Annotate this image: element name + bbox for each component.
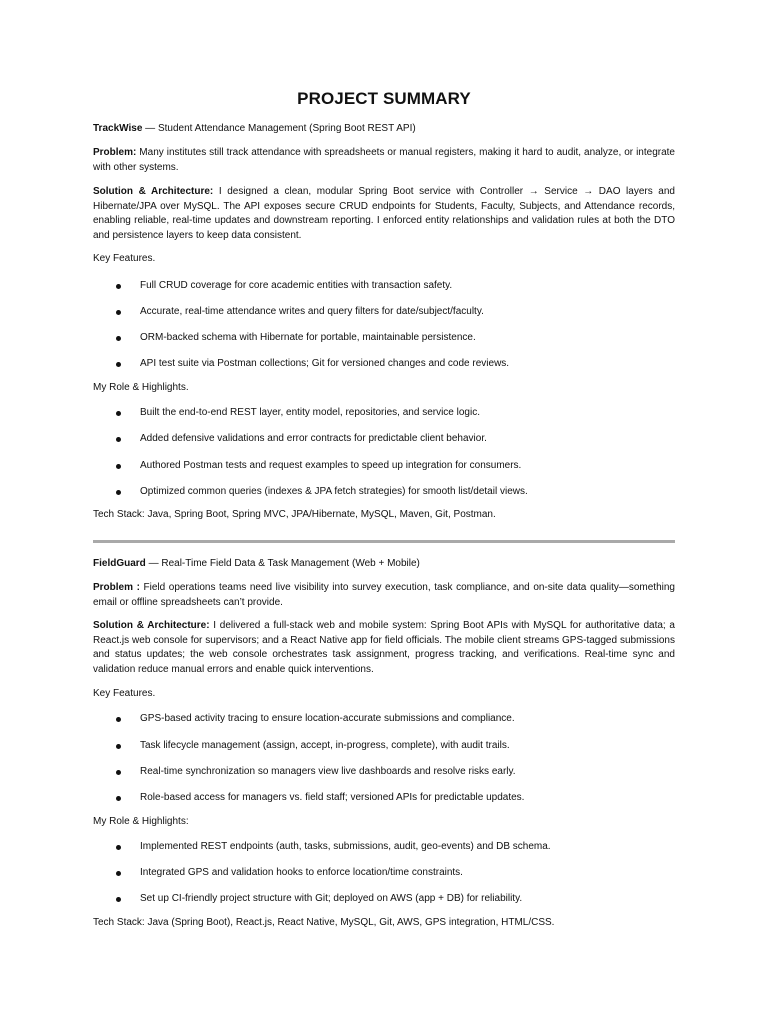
problem-text: Field operations teams need live visibility into survey execution, task compliance, and on-site data quality—something email or offline spreadsheets can’t provide. xyxy=(93,582,675,608)
features-heading: Key Features. xyxy=(93,688,156,699)
project-subtitle: — Real-Time Field Data & Task Management (Web + Mobile) xyxy=(145,558,420,569)
bullet-icon xyxy=(116,897,121,902)
bullet-icon xyxy=(116,717,121,722)
problem-paragraph xyxy=(93,581,675,610)
bullet-icon xyxy=(116,770,121,775)
project-name: TrackWise xyxy=(93,123,143,134)
bullet-icon xyxy=(116,437,121,442)
project-heading xyxy=(93,557,675,572)
section-divider xyxy=(93,540,675,543)
feature-item: GPS-based activity tracing to ensure location-accurate submissions and compliance. xyxy=(113,712,673,726)
tech-stack: Tech Stack: Java (Spring Boot), React.js, React Native, MySQL, Git, AWS, GPS integration, HTML/CSS. xyxy=(93,917,555,928)
features-heading: Key Features. xyxy=(93,253,156,264)
feature-item: Accurate, real-time attendance writes and query filters for date/subject/faculty. xyxy=(113,305,673,319)
role-item: Added defensive validations and error contracts for predictable client behavior. xyxy=(113,432,673,446)
role-item: Built the end-to-end REST layer, entity model, repositories, and service logic. xyxy=(113,406,673,420)
role-item: Authored Postman tests and request examples to speed up integration for consumers. xyxy=(113,459,673,473)
bullet-icon xyxy=(116,744,121,749)
bullet-icon xyxy=(116,464,121,469)
project-heading xyxy=(93,122,675,137)
solution-text: I designed a clean, modular Spring Boot service with Controller → Service → DAO layers and Hibernate/JPA over MySQL. The API exposes secure CRUD endpoints for Students, Faculty, Subjects, and Attendance records, enabling reliable, real-time updates and downstream reporting. I enforced entity relationships and validation rules at both the DTO and persistence layers to keep data consistent. xyxy=(93,186,675,241)
solution-text: I delivered a full-stack web and mobile system: Spring Boot APIs with MySQL for authoritative data; a React.js web console for supervisors; and a React Native app for field officials. The mobile client streams GPS-tagged submissions and status updates; the web console orchestrates task assignment, progress tracking, and verifications. Real-time sync and validation reduce manual errors and enable quick interventions. xyxy=(93,620,675,675)
feature-item: API test suite via Postman collections; Git for versioned changes and code reviews. xyxy=(113,357,673,371)
problem-label: Problem : xyxy=(93,582,140,593)
role-heading: My Role & Highlights. xyxy=(93,382,189,393)
bullet-icon xyxy=(116,796,121,801)
solution-label: Solution & Architecture: xyxy=(93,620,210,631)
feature-item: Full CRUD coverage for core academic entities with transaction safety. xyxy=(113,279,673,293)
feature-item: ORM-backed schema with Hibernate for portable, maintainable persistence. xyxy=(113,331,673,345)
bullet-icon xyxy=(116,336,121,341)
page-title: PROJECT SUMMARY xyxy=(297,89,471,108)
solution-paragraph xyxy=(93,185,675,243)
solution-paragraph xyxy=(93,619,675,677)
feature-item: Task lifecycle management (assign, accept, in-progress, complete), with audit trails. xyxy=(113,739,673,753)
role-item: Implemented REST endpoints (auth, tasks, submissions, audit, geo-events) and DB schema. xyxy=(113,840,673,854)
role-item: Integrated GPS and validation hooks to enforce location/time constraints. xyxy=(113,866,673,880)
role-item: Optimized common queries (indexes & JPA fetch strategies) for smooth list/detail views. xyxy=(113,485,673,499)
bullet-icon xyxy=(116,284,121,289)
project-name: FieldGuard xyxy=(93,558,146,569)
role-heading: My Role & Highlights: xyxy=(93,816,189,827)
bullet-icon xyxy=(116,871,121,876)
feature-item: Role-based access for managers vs. field staff; versioned APIs for predictable updates. xyxy=(113,791,673,805)
bullet-icon xyxy=(116,310,121,315)
bullet-icon xyxy=(116,411,121,416)
role-item: Set up CI-friendly project structure with Git; deployed on AWS (app + DB) for reliability. xyxy=(113,892,673,906)
feature-item: Real-time synchronization so managers view live dashboards and resolve risks early. xyxy=(113,765,673,779)
problem-label: Problem: xyxy=(93,147,137,158)
problem-text: Many institutes still track attendance with spreadsheets or manual registers, making it hard to audit, analyze, or integrate with other systems. xyxy=(93,147,675,173)
solution-label: Solution & Architecture: xyxy=(93,186,214,197)
problem-paragraph xyxy=(93,146,675,175)
tech-stack: Tech Stack: Java, Spring Boot, Spring MVC, JPA/Hibernate, MySQL, Maven, Git, Postman. xyxy=(93,509,496,520)
bullet-icon xyxy=(116,845,121,850)
bullet-icon xyxy=(116,490,121,495)
bullet-icon xyxy=(116,362,121,367)
project-subtitle: — Student Attendance Management (Spring Boot REST API) xyxy=(142,123,416,134)
